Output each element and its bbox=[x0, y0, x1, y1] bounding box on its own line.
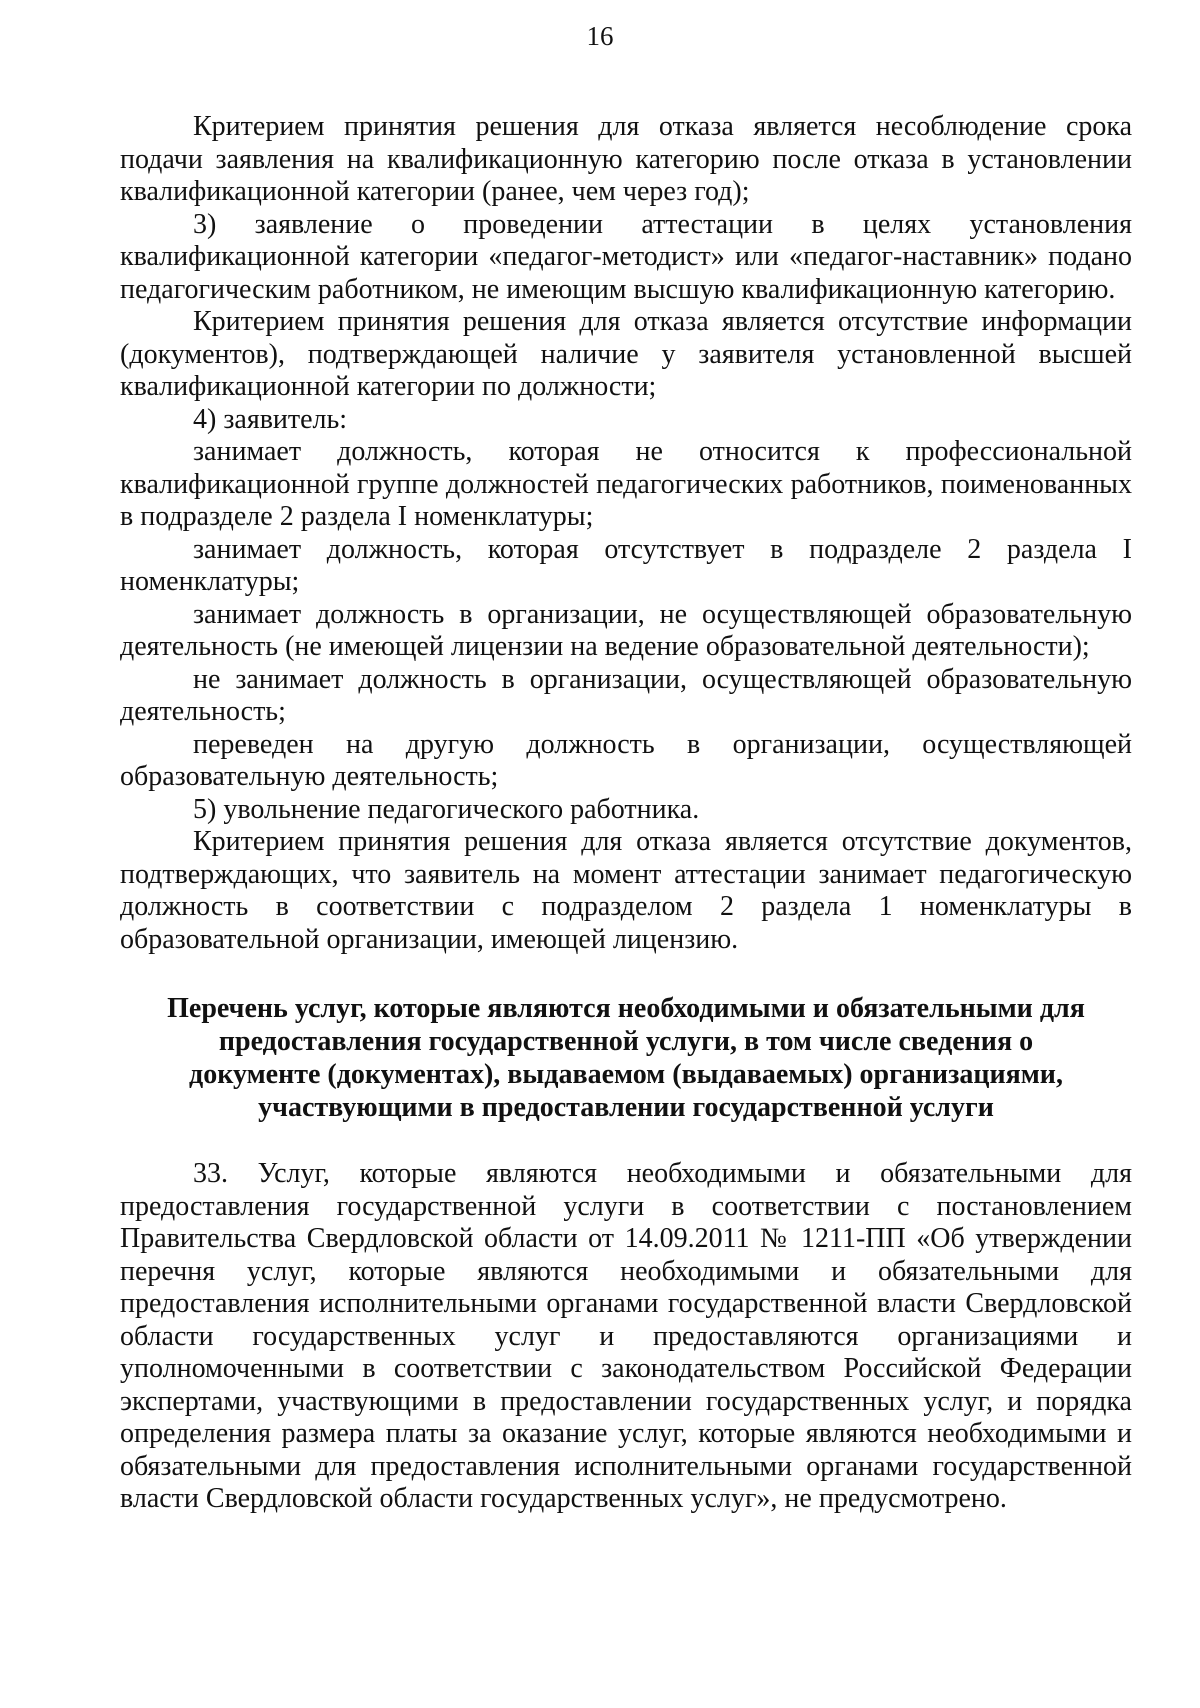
paragraph-item-33: 33. Услуг, которые являются необходимыми и обязательными для предоставления государственной услуги в соответствии с постановлением Правительства Свердловской области от 14.09.2011 № 1211-ПП «Об утверждении перечня услуг, которые являются необходимыми и обязательными для предоставления исполнительными органами государственной власти Свердловской области государственных услуг и предоставляются организациями и уполномоченными в соответствии с законодательством Российской Федерации экспертами, участвующими в предоставлении государственных услуг, и порядка определения размера платы за оказание услуг, которые являются необходимыми и обязательными для предоставления исполнительными органами государственной власти Свердловской области государственных услуг», не предусмотрено. bbox=[120, 1158, 1132, 1514]
paragraph-criterion-deadline: Критерием принятия решения для отказа является несоблюдение срока подачи заявления на квалификационную категорию после отказа в установлении квалификационной категории (ранее, чем через год); bbox=[120, 111, 1132, 207]
section-heading: Перечень услуг, которые являются необходимыми и обязательными для предоставления государственной услуги, в том числе сведения о документе (документах), выдаваемом (выдаваемых) организациями, участвующими в предоставлении государственной услуги bbox=[167, 993, 1085, 1123]
paragraph-criterion-documents: Критерием принятия решения для отказа является отсутствие документов, подтверждающих, что заявитель на момент аттестации занимает педагогическую должность в соответствии с подразделом 2 раздела 1 номенклатуры в образовательной организации, имеющей лицензию. bbox=[120, 826, 1132, 955]
paragraph-criterion-info: Критерием принятия решения для отказа является отсутствие информации (документов), подтверждающей наличие у заявителя установленной высшей квалификационной категории по должности; bbox=[120, 306, 1132, 402]
paragraph-item-4-a: занимает должность, которая не относится к профессиональной квалификационной группе должностей педагогических работников, поименованных в подразделе 2 раздела I номенклатуры; bbox=[120, 436, 1132, 532]
page-number: 16 bbox=[586, 21, 614, 51]
paragraph-item-4-e: переведен на другую должность в организации, осуществляющей образовательную деятельность; bbox=[120, 728, 1132, 792]
paragraph-item-5: 5) увольнение педагогического работника. bbox=[193, 793, 700, 825]
paragraph-item-4-b: занимает должность, которая отсутствует в подразделе 2 раздела I номенклатуры; bbox=[120, 533, 1132, 597]
document-body bbox=[120, 111, 1132, 1516]
paragraph-item-4: 4) заявитель: bbox=[193, 403, 348, 435]
paragraph-item-3: 3) заявление о проведении аттестации в целях установления квалификационной категории «педагог-методист» или «педагог-наставник» подано педагогическим работником, не имеющим высшую квалификационную категорию. bbox=[120, 208, 1132, 305]
paragraph-item-4-c: занимает должность в организации, не осуществляющей образовательную деятельность (не имеющей лицензии на ведение образовательной деятельности); bbox=[120, 598, 1132, 662]
paragraph-item-4-d: не занимает должность в организации, осуществляющей образовательную деятельность; bbox=[120, 663, 1132, 727]
